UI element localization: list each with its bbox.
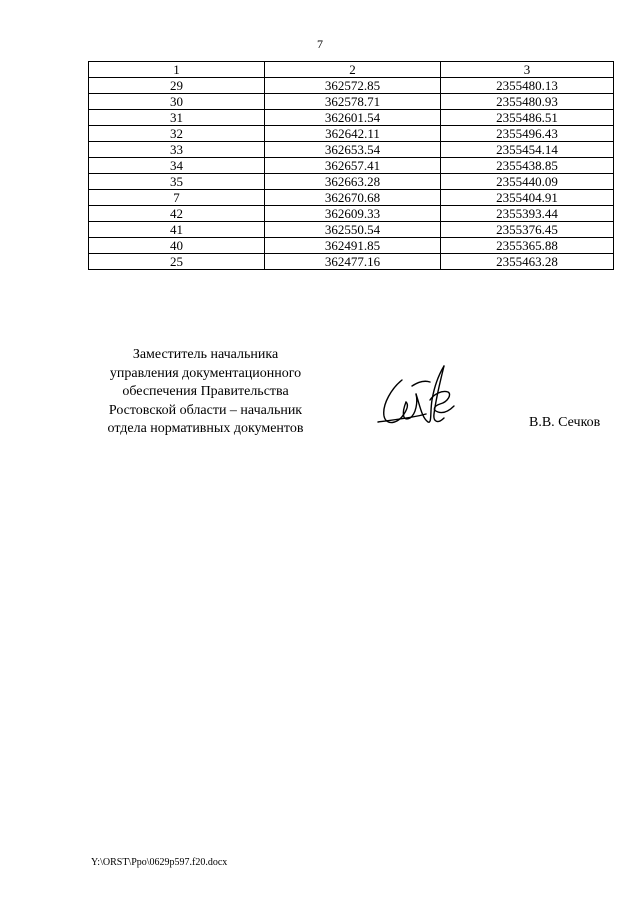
page-number: 7 bbox=[317, 37, 323, 51]
y-coordinate-cell: 2355480.93 bbox=[441, 94, 614, 110]
x-coordinate-cell: 362572.85 bbox=[265, 78, 441, 94]
signer-name: В.В. Сечков bbox=[529, 415, 601, 430]
table-row bbox=[89, 190, 614, 206]
y-coordinate-cell: 2355463.28 bbox=[441, 254, 614, 270]
y-coordinate-cell: 2355486.51 bbox=[441, 110, 614, 126]
y-coordinate-cell: 2355496.43 bbox=[441, 126, 614, 142]
y-coordinate-cell: 2355480.13 bbox=[441, 78, 614, 94]
x-coordinate-cell: 362609.33 bbox=[265, 206, 441, 222]
column-header: 3 bbox=[441, 62, 614, 78]
point-number-cell: 33 bbox=[89, 142, 265, 158]
file-path-footer: Y:\ORST\Ppo\0629p597.f20.docx bbox=[91, 857, 228, 868]
y-coordinate-cell: 2355438.85 bbox=[441, 158, 614, 174]
table-header-row bbox=[89, 62, 614, 78]
x-coordinate-cell: 362670.68 bbox=[265, 190, 441, 206]
table-row bbox=[89, 206, 614, 222]
table-row bbox=[89, 222, 614, 238]
position-line: Заместитель начальника bbox=[132, 347, 279, 362]
position-line: обеспечения Правительства bbox=[122, 384, 289, 399]
x-coordinate-cell: 362578.71 bbox=[265, 94, 441, 110]
point-number-cell: 29 bbox=[89, 78, 265, 94]
point-number-cell: 35 bbox=[89, 174, 265, 190]
table-row bbox=[89, 254, 614, 270]
point-number-cell: 42 bbox=[89, 206, 265, 222]
y-coordinate-cell: 2355404.91 bbox=[441, 190, 614, 206]
coordinates-table bbox=[88, 61, 614, 270]
point-number-cell: 40 bbox=[89, 238, 265, 254]
table-row bbox=[89, 238, 614, 254]
y-coordinate-cell: 2355365.88 bbox=[441, 238, 614, 254]
table-row bbox=[89, 110, 614, 126]
x-coordinate-cell: 362491.85 bbox=[265, 238, 441, 254]
x-coordinate-cell: 362550.54 bbox=[265, 222, 441, 238]
x-coordinate-cell: 362642.11 bbox=[265, 126, 441, 142]
table-row bbox=[89, 174, 614, 190]
point-number-cell: 32 bbox=[89, 126, 265, 142]
y-coordinate-cell: 2355454.14 bbox=[441, 142, 614, 158]
x-coordinate-cell: 362477.16 bbox=[265, 254, 441, 270]
y-coordinate-cell: 2355393.44 bbox=[441, 206, 614, 222]
point-number-cell: 34 bbox=[89, 158, 265, 174]
column-header: 2 bbox=[265, 62, 441, 78]
signatory-position bbox=[88, 346, 323, 439]
y-coordinate-cell: 2355376.45 bbox=[441, 222, 614, 238]
y-coordinate-cell: 2355440.09 bbox=[441, 174, 614, 190]
x-coordinate-cell: 362657.41 bbox=[265, 158, 441, 174]
point-number-cell: 25 bbox=[89, 254, 265, 270]
table-row bbox=[89, 158, 614, 174]
table-row bbox=[89, 94, 614, 110]
point-number-cell: 7 bbox=[89, 190, 265, 206]
point-number-cell: 30 bbox=[89, 94, 265, 110]
table-row bbox=[89, 142, 614, 158]
table-row bbox=[89, 126, 614, 142]
position-line: отдела нормативных документов bbox=[107, 421, 304, 436]
handwritten-signature bbox=[372, 352, 462, 436]
x-coordinate-cell: 362653.54 bbox=[265, 142, 441, 158]
position-line: Ростовской области – начальник bbox=[108, 402, 303, 418]
x-coordinate-cell: 362601.54 bbox=[265, 110, 441, 126]
point-number-cell: 41 bbox=[89, 222, 265, 238]
point-number-cell: 31 bbox=[89, 110, 265, 126]
table-row bbox=[89, 78, 614, 94]
column-header: 1 bbox=[89, 62, 265, 78]
position-line: управления документационного bbox=[109, 365, 302, 381]
x-coordinate-cell: 362663.28 bbox=[265, 174, 441, 190]
